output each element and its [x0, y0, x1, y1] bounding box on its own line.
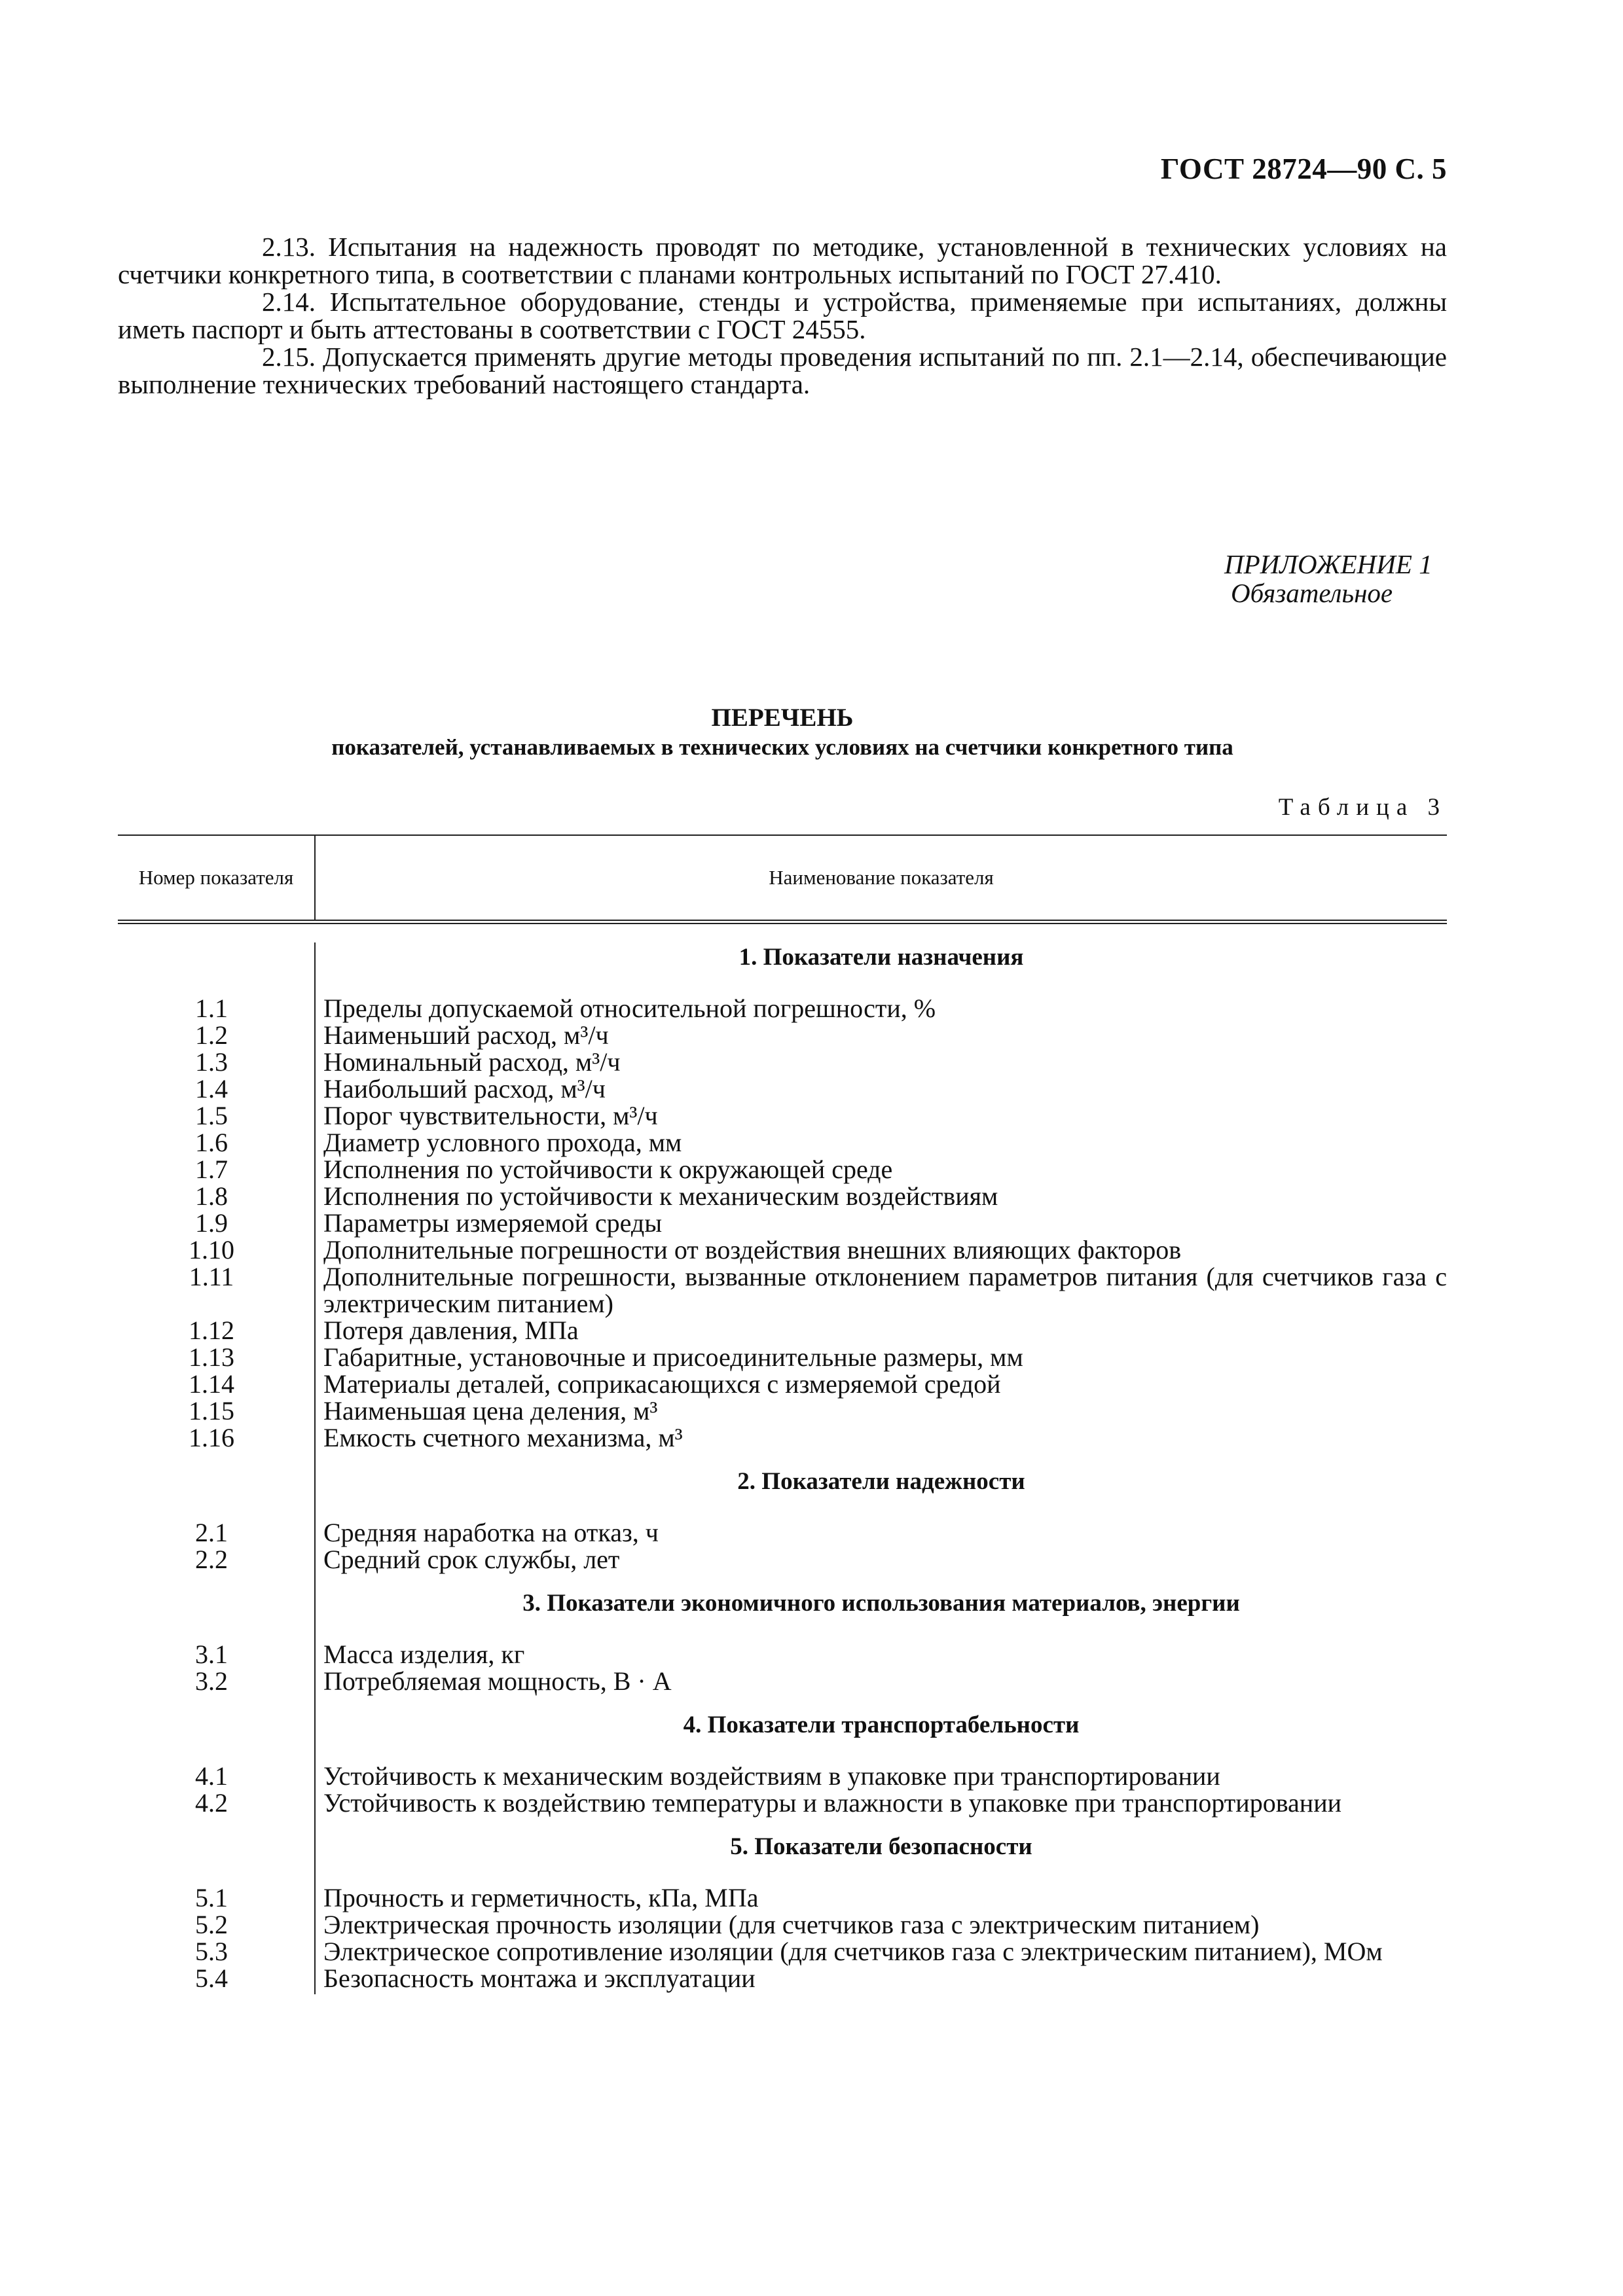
section-title: 2. Показатели надежности [737, 1468, 1025, 1495]
indicator-name: Электрическое сопротивление изоляции (для счетчиков газа с электрическим питанием), МОм [323, 1937, 1383, 1966]
header-number: Номер показателя [138, 866, 294, 889]
table-row [118, 1317, 1447, 1344]
list-subtitle: показателей, устанавливаемых в технических условиях на счетчики конкретного типа [331, 734, 1233, 760]
table-row [118, 1022, 1447, 1049]
indicator-number: 1.4 [195, 1074, 228, 1103]
table-body [118, 942, 1447, 1994]
table-row [118, 1546, 1447, 1573]
table-row [118, 1424, 1447, 1451]
indicator-number: 1.8 [195, 1181, 228, 1211]
indicator-name: Емкость счетного механизма, м³ [323, 1423, 683, 1452]
table-row [118, 1789, 1447, 1816]
clause-2-13: 2.13. Испытания на надежность проводят по методике, установленной в технических условиях на счетчики конкретного типа, в соответствии с планами контрольных испытаний по ГОСТ 27.410. [118, 232, 1447, 289]
indicator-number: 1.12 [189, 1316, 234, 1345]
indicator-name: Исполнения по устойчивости к механическим воздействиям [323, 1181, 998, 1211]
indicator-name: Дополнительные погрешности, вызванные отклонением параметров питания (для счетчиков газа с электрическим питанием) [323, 1262, 1447, 1318]
indicator-number: 1.15 [189, 1396, 234, 1426]
table-row [118, 1156, 1447, 1183]
indicator-name: Габаритные, установочные и присоединительные размеры, мм [323, 1342, 1023, 1372]
table-row [118, 995, 1447, 1022]
indicator-number: 2.1 [195, 1518, 228, 1547]
indicator-number: 1.10 [189, 1235, 234, 1265]
clauses [118, 233, 1447, 398]
indicator-name: Наибольший расход, м³/ч [323, 1074, 606, 1103]
list-title: ПЕРЕЧЕНЬ [711, 704, 854, 732]
indicator-name: Средний срок службы, лет [323, 1545, 620, 1574]
indicator-name: Номинальный расход, м³/ч [323, 1047, 621, 1077]
section-title: 5. Показатели безопасности [730, 1833, 1032, 1860]
indicator-number: 1.9 [195, 1208, 228, 1238]
indicator-number: 1.2 [195, 1020, 228, 1050]
clause-2-15: 2.15. Допускается применять другие методы проведения испытаний по пп. 2.1—2.14, обеспечивающие выполнение технических требований настоящего стандарта. [118, 342, 1447, 399]
table-row [118, 1344, 1447, 1371]
table-row [118, 1397, 1447, 1424]
indicator-name: Средняя наработка на отказ, ч [323, 1518, 659, 1547]
section-title: 4. Показатели транспортабельности [683, 1712, 1080, 1738]
indicator-name: Диаметр условного прохода, мм [323, 1128, 682, 1157]
indicator-name: Исполнения по устойчивости к окружающей среде [323, 1155, 893, 1184]
indicator-name: Потеря давления, МПа [323, 1316, 579, 1345]
table-header [118, 834, 1447, 920]
indicator-number: 2.2 [195, 1545, 228, 1574]
indicator-number: 3.1 [195, 1640, 228, 1669]
indicator-number: 4.2 [195, 1788, 228, 1818]
table-row [118, 1668, 1447, 1695]
table-row [118, 1763, 1447, 1789]
indicator-number: 1.13 [189, 1342, 234, 1372]
indicator-name: Масса изделия, кг [323, 1640, 525, 1669]
indicator-name: Дополнительные погрешности от воздействия внешних влияющих факторов [323, 1235, 1182, 1265]
table-row [118, 1641, 1447, 1668]
indicator-name: Устойчивость к механическим воздействиям в упаковке при транспортировании [323, 1761, 1220, 1791]
indicator-number: 5.3 [195, 1937, 228, 1966]
table-row [118, 1183, 1447, 1210]
table-row [118, 1210, 1447, 1236]
indicator-name: Пределы допускаемой относительной погрешности, % [323, 994, 936, 1023]
indicators-table [118, 834, 1447, 1994]
indicator-name: Электрическая прочность изоляции (для счетчиков газа с электрическим питанием) [323, 1910, 1260, 1939]
table-caption: Таблица 3 [1278, 794, 1447, 821]
indicator-number: 1.14 [189, 1369, 234, 1399]
indicator-number: 5.2 [195, 1910, 228, 1939]
indicator-name: Наименьший расход, м³/ч [323, 1020, 609, 1050]
table-row [118, 1263, 1447, 1317]
indicator-name: Материалы деталей, соприкасающихся с измеряемой средой [323, 1369, 1001, 1399]
clause-2-14: 2.14. Испытательное оборудование, стенды и устройства, применяемые при испытаниях, должны иметь паспорт и быть аттестованы в соответствии с ГОСТ 24555. [118, 287, 1447, 344]
table-row [118, 1371, 1447, 1397]
indicator-number: 1.3 [195, 1047, 228, 1077]
indicator-number: 4.1 [195, 1761, 228, 1791]
indicator-number: 1.16 [189, 1423, 234, 1452]
indicator-name: Безопасность монтажа и эксплуатации [323, 1964, 756, 1993]
indicator-number: 1.1 [195, 994, 228, 1023]
table-row [118, 1075, 1447, 1102]
indicator-number: 3.2 [195, 1666, 228, 1696]
indicator-name: Прочность и герметичность, кПа, МПа [323, 1883, 759, 1912]
header-name: Наименование показателя [769, 866, 994, 889]
appendix-status: Обязательное [1231, 578, 1393, 608]
table-row [118, 1884, 1447, 1911]
indicator-number: 1.5 [195, 1101, 228, 1130]
section-title: 3. Показатели экономичного использования материалов, энергии [522, 1590, 1240, 1617]
indicator-number: 1.11 [189, 1262, 234, 1291]
indicator-name: Устойчивость к воздействию температуры и влажности в упаковке при транспортировании [323, 1788, 1342, 1818]
indicator-name: Наименьшая цена деления, м³ [323, 1396, 658, 1426]
document-page [118, 0, 1447, 2296]
table-row [118, 1519, 1447, 1546]
table-row [118, 1049, 1447, 1075]
indicator-number: 1.6 [195, 1128, 228, 1157]
document-id: ГОСТ 28724—90 С. 5 [1160, 152, 1447, 185]
indicator-number: 5.1 [195, 1883, 228, 1912]
table-tail [118, 1992, 1447, 1994]
table-row [118, 1911, 1447, 1938]
header-double-rule [118, 920, 1447, 924]
appendix-label-block [1224, 550, 1447, 607]
indicator-number: 5.4 [195, 1964, 228, 1993]
table-row [118, 1129, 1447, 1156]
section-title: 1. Показатели назначения [739, 944, 1024, 971]
indicator-number: 1.7 [195, 1155, 228, 1184]
table-row [118, 1965, 1447, 1992]
table-row [118, 1938, 1447, 1965]
table-row [118, 1236, 1447, 1263]
indicator-name: Потребляемая мощность, В · А [323, 1666, 672, 1696]
body-divider [314, 942, 316, 1994]
appendix-label: ПРИЛОЖЕНИЕ 1 [1224, 549, 1432, 579]
indicator-name: Порог чувствительности, м³/ч [323, 1101, 658, 1130]
table-row [118, 1102, 1447, 1129]
indicator-name: Параметры измеряемой среды [323, 1208, 663, 1238]
